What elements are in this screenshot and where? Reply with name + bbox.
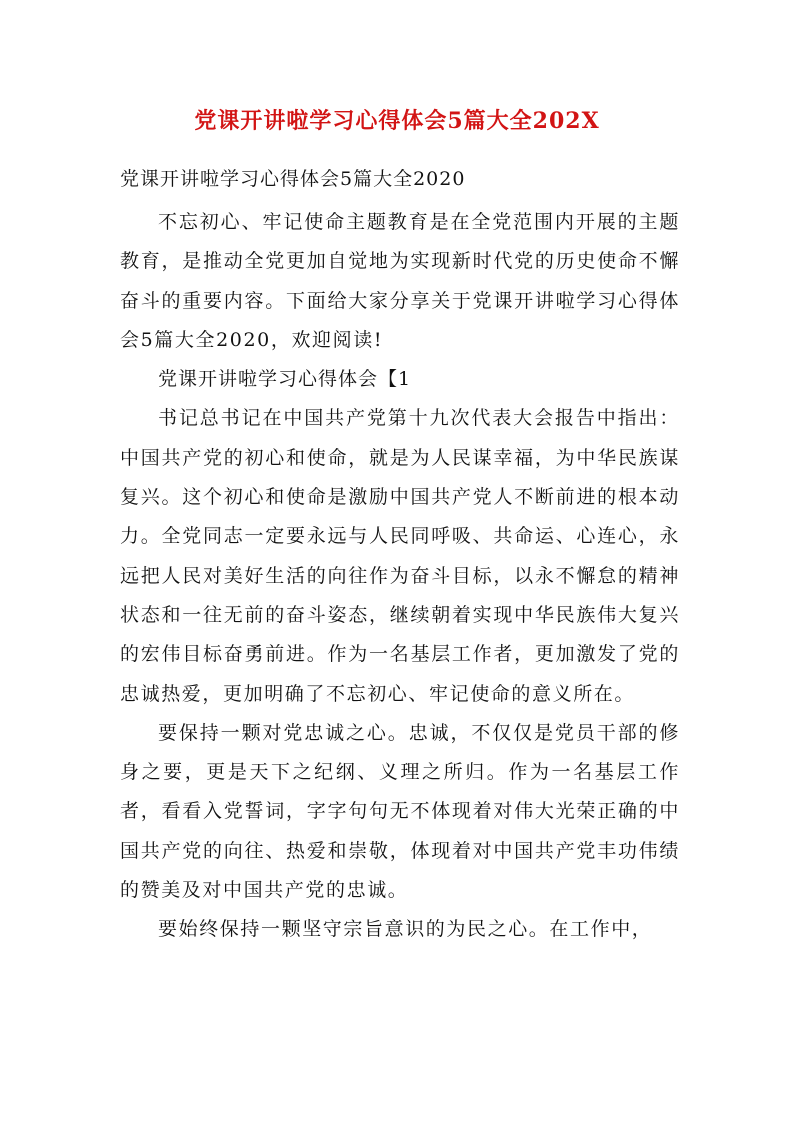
body-paragraph: 要始终保持一颗坚守宗旨意识的为民之心。在工作中， — [158, 918, 653, 941]
body-paragraph: 书记总书记在中国共产党第十九次代表大会报告中指出：中国共产党的初心和使命，就是为人民谋幸福，为中华民族谋复兴。这个初心和使命是激励中国共产党人不断前进的根本动力。全党同志一定要永远与人民同呼吸、共命运、心连心，永远把人民对美好生活的向往作为奋斗目标，以永不懈怠的精神状态和一往无前的奋斗姿态，继续朝着实现中华民族伟大复兴的宏伟目标奋勇前进。作为一名基层工作者，更加激发了党的忠诚热爱，更加明确了不忘初心、牢记使命的意义所在。 — [120, 407, 680, 705]
body-paragraph: 要保持一颗对党忠诚之心。忠诚，不仅仅是党员干部的修身之要，更是天下之纪纲、义理之所归。作为一名基层工作者，看看入党誓词，字字句句无不体现着对伟大光荣正确的中国共产党的向往、热爱和崇敬，体现着对中国共产党丰功伟绩的赞美及对中国共产党的忠诚。 — [120, 721, 680, 902]
document-body — [120, 203, 680, 950]
intro-paragraph: 不忘初心、牢记使命主题教育是在全党范围内开展的主题教育，是推动全党更加自觉地为实现新时代党的历史使命不懈奋斗的重要内容。下面给大家分享关于党课开讲啦学习心得体会5篇大全2020，欢迎阅读! — [120, 211, 680, 351]
document-subtitle: 党课开讲啦学习心得体会5篇大全2020 — [120, 168, 466, 190]
document-title: 党课开讲啦学习心得体会5篇大全202X — [194, 108, 600, 134]
section-heading: 党课开讲啦学习心得体会【1 — [158, 368, 412, 391]
